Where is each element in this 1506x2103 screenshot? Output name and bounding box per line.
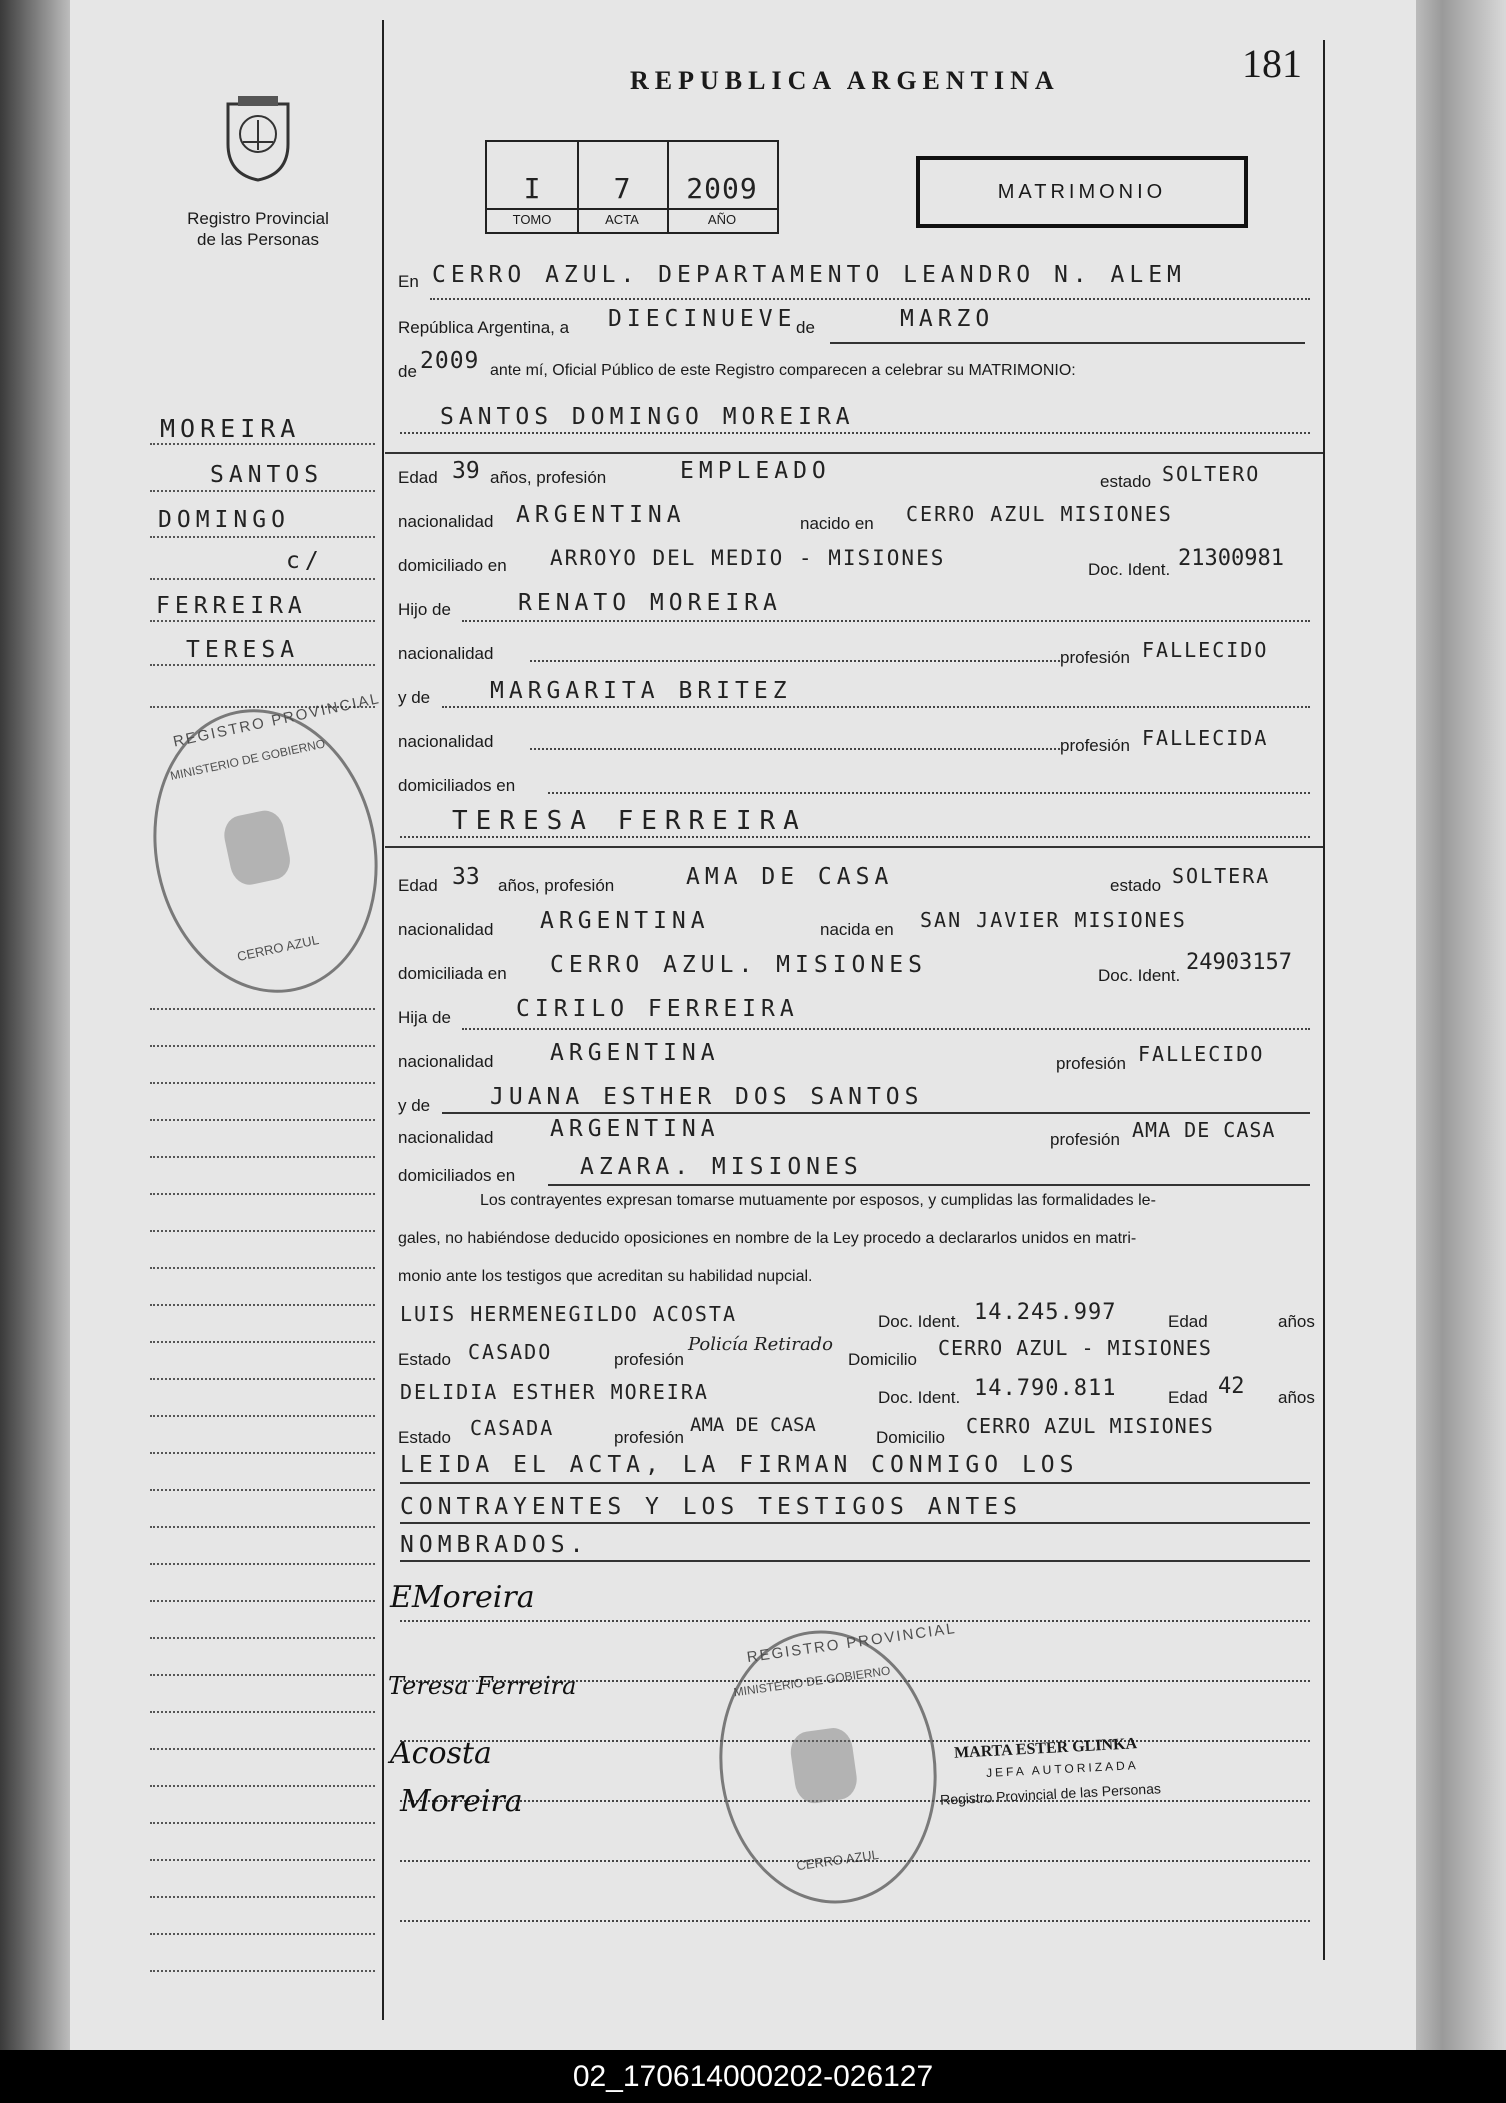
groom-mother: MARGARITA BRITEZ	[490, 678, 792, 704]
margin-given-1: SANTOS	[210, 462, 324, 488]
groom-profession: EMPLEADO	[680, 458, 831, 484]
closing-line-1: LEIDA EL ACTA, LA FIRMAN CONMIGO LOS	[400, 1452, 1079, 1478]
bride-status: SOLTERA	[1172, 864, 1271, 888]
record-number-box	[485, 140, 779, 234]
groom-nationality: ARGENTINA	[516, 502, 686, 528]
witness2-doc: 14.790.811	[974, 1376, 1117, 1401]
formal-text-3: monio ante los testigos que acreditan su habilidad nupcial.	[398, 1268, 813, 1285]
country-title: REPUBLICA ARGENTINA	[630, 66, 1060, 95]
groom-domicile: ARROYO DEL MEDIO - MISIONES	[550, 546, 946, 570]
bride-birthplace: SAN JAVIER MISIONES	[920, 908, 1187, 932]
anio-value: 2009	[686, 172, 758, 205]
groom-age: 39	[452, 458, 480, 484]
official-org: Registro Provincial de las Personas	[939, 1780, 1162, 1808]
coat-of-arms-icon	[218, 92, 298, 184]
signature-witness2: Moreira	[400, 1784, 523, 1819]
margin-rule	[382, 20, 384, 2020]
witness2-name: DELIDIA ESTHER MOREIRA	[400, 1380, 709, 1404]
scan-id-footer: 02_170614000202-026127	[0, 2050, 1506, 2103]
bride-domicile: CERRO AZUL. MISIONES	[550, 952, 927, 978]
witness1-doc: 14.245.997	[974, 1300, 1117, 1325]
place-field: CERRO AZUL. DEPARTAMENTO LEANDRO N. ALEM	[432, 262, 1186, 288]
witness2-age: 42	[1218, 1374, 1245, 1399]
bride-mother-profession: AMA DE CASA	[1132, 1118, 1276, 1142]
margin-contra: c/	[286, 548, 324, 574]
official-stamp-left: REGISTRO PROVINCIAL MINISTERIO DE GOBIERNO CERRO AZUL	[128, 688, 404, 1014]
formal-text-2: gales, no habiéndose deducido oposiciones en nombre de la Ley procedo a declararlos unidos en matri-	[398, 1230, 1137, 1247]
witness1-profession: Policía Retirado	[688, 1334, 833, 1355]
act-type: MATRIMONIO	[997, 181, 1167, 203]
groom-status: SOLTERO	[1162, 462, 1261, 486]
witness2-profession: AMA DE CASA	[690, 1414, 816, 1436]
official-stamp-bottom: REGISTRO PROVINCIAL MINISTERIO DE GOBIERNO CERRO AZUL	[702, 1616, 954, 1917]
folio-number: 181	[1242, 41, 1302, 86]
closing-line-3: NOMBRADOS.	[400, 1532, 589, 1558]
groom-birthplace: CERRO AZUL MISIONES	[906, 502, 1173, 526]
witness1-status: CASADO	[468, 1340, 553, 1364]
act-type-box	[916, 156, 1248, 228]
signature-bride: Teresa Ferreira	[388, 1672, 577, 1700]
groom-mother-profession: FALLECIDA	[1142, 726, 1269, 750]
groom-doc: 21300981	[1178, 546, 1284, 571]
acta-label: ACTA	[605, 212, 639, 227]
acta-value: 7	[613, 172, 631, 205]
right-rule	[1323, 40, 1325, 1960]
margin-given-2: DOMINGO	[158, 507, 290, 533]
registry-name: Registro Provincial de las Personas	[187, 209, 329, 249]
bride-father-nationality: ARGENTINA	[550, 1040, 720, 1066]
formal-text-1: Los contrayentes expresan tomarse mutuamente por esposos, y cumplidas las formalidades le-	[480, 1192, 1156, 1209]
page-left-edge	[0, 0, 70, 2050]
bride-father: CIRILO FERREIRA	[516, 996, 799, 1022]
official-name: MARTA ESTER GLINKA	[953, 1735, 1138, 1762]
witness2-domicile: CERRO AZUL MISIONES	[966, 1414, 1214, 1438]
margin-surname: MOREIRA	[160, 414, 301, 443]
witness2-status: CASADA	[470, 1416, 555, 1440]
margin-bride-surname: FERREIRA	[156, 593, 307, 619]
parents-domicile: AZARA. MISIONES	[580, 1154, 863, 1180]
groom-father: RENATO MOREIRA	[518, 590, 782, 616]
bride-name: TERESA FERREIRA	[452, 806, 807, 836]
day-field: DIECINUEVE	[608, 306, 797, 332]
witness1-name: LUIS HERMENEGILDO ACOSTA	[400, 1302, 737, 1326]
signature-groom: EMoreira	[390, 1580, 535, 1615]
signature-witness1: Acosta	[390, 1736, 492, 1771]
closing-line-2: CONTRAYENTES Y LOS TESTIGOS ANTES	[400, 1494, 1022, 1520]
year-field: 2009	[420, 348, 480, 374]
anio-label: AÑO	[707, 212, 737, 227]
bride-doc: 24903157	[1186, 950, 1292, 975]
groom-father-profession: FALLECIDO	[1142, 638, 1269, 662]
bride-mother-nationality: ARGENTINA	[550, 1116, 720, 1142]
witness1-domicile: CERRO AZUL - MISIONES	[938, 1336, 1212, 1360]
margin-bride-given: TERESA	[186, 637, 300, 663]
document-page: REPUBLICA ARGENTINA 181 Registro Provincial de las Personas I 7 2009 TOMO ACTA AÑO MATRIMONIO MOREIRA SANTOS DOMINGO c/ FERREIRA TERESA REGISTRO PROVINCIAL MINISTERIO DE GOBIERNO CERRO AZUL En CERRO AZUL. DEPARTAMENTO LEANDRO N. ALEM República Argentina, a DIECINUEVE de MARZO de 2009 ante mí, Oficial Público de este Registro comparecen a celebrar su MATRIMONIO: SANTOS DOMINGO MOREIRA Edad 39 años, profesión EMPLEADO estado SOLTERO nacionalidad ARGENTINA nacido en CERRO AZUL MISIONES domiciliado en ARROYO DEL MEDIO - MISIONES Doc. Ident. 21300981 Hijo de RENATO MOREIRA nacionalidad profesión FALLECIDO y de MARGARITA BRITEZ nacionalidad profesión FALLECIDA domiciliados en TERESA FERREIRA Edad 33 años, profesión AMA DE CASA estado SOLTERA nacionalidad ARGENTINA nacida en SAN JAVIER MISIONES domiciliada en CERRO AZUL. MISIONES Doc. Ident. 24903157 Hija de CIRILO FERREIRA nacionalidad ARGENTINA profesión FALLECIDO y de JUANA ESTHER DOS SANTOS nacionalidad ARGENTINA profesión AMA DE CASA domiciliados en AZARA. MISIONES Los contrayentes expresan tomarse mutuamente por esposos, y cumplidas las formalidades le- gales, no habiéndose deducido oposiciones en nombre de la Ley procedo a declararlos unidos en matri- monio ante los testigos que acreditan su habilidad nupcial. LUIS HERMENEGILDO ACOSTA Doc. Ident. 14.245.997 Edad años Estado CASADO profesión Policía Retirado Domicilio CERRO AZUL - MISIONES DELIDIA ESTHER MOREIRA Doc. Ident. 14.790.811 Edad 42 años Estado CASADA profesión AMA DE CASA Domicilio CERRO AZUL MISIONES LEIDA EL ACTA, LA FIRMAN CONMIGO LOS CONTRAYENTES Y LOS TESTIGOS ANTES NOMBRADOS. EMoreira Teresa Ferreira Acosta Moreira REGISTRO PROVINCIAL MINISTERIO DE GOBIERNO CERRO AZUL MARTA ESTER GLINKA JEFA AUTORIZADA Registro Provincial de las Personas	[70, 0, 1416, 2050]
month-field: MARZO	[900, 306, 995, 332]
official-role: JEFA AUTORIZADA	[985, 1758, 1140, 1780]
bride-profession: AMA DE CASA	[686, 864, 894, 890]
groom-name: SANTOS DOMINGO MOREIRA	[440, 404, 855, 430]
bride-father-profession: FALLECIDO	[1138, 1042, 1265, 1066]
bride-nationality: ARGENTINA	[540, 908, 710, 934]
tomo-label: TOMO	[512, 212, 552, 227]
tomo-value: I	[523, 172, 541, 205]
bride-age: 33	[452, 864, 480, 890]
bride-mother: JUANA ESTHER DOS SANTOS	[490, 1084, 924, 1110]
